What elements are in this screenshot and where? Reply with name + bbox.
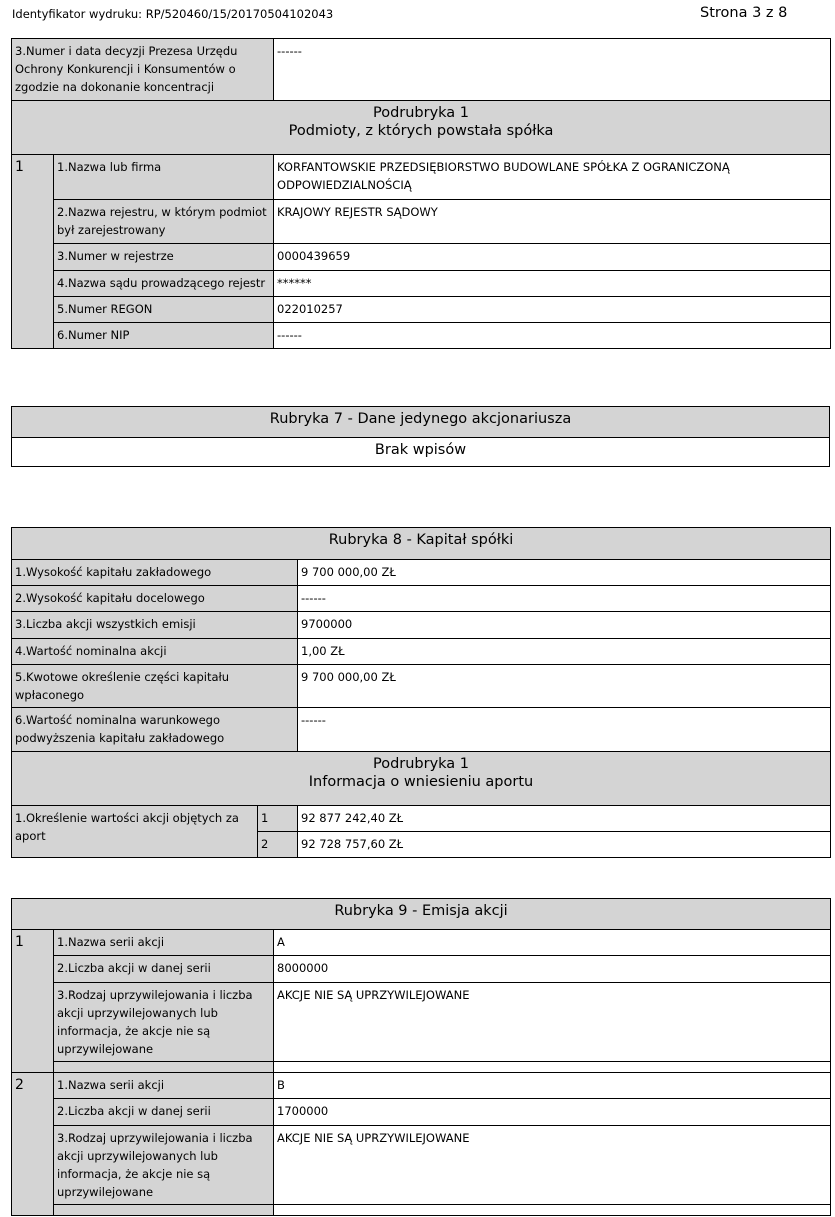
series-number: 2 bbox=[12, 1073, 54, 1216]
table-row bbox=[12, 612, 831, 639]
table-row bbox=[12, 1062, 831, 1073]
field-label: 1.Nazwa serii akcji bbox=[54, 930, 274, 956]
section-header bbox=[12, 407, 830, 438]
table-row bbox=[12, 438, 830, 467]
field-value: ------ bbox=[274, 39, 831, 101]
section-title: Rubryka 9 - Emisja akcji bbox=[12, 899, 831, 930]
field-label: 1.Nazwa lub firma bbox=[54, 155, 274, 200]
spacer bbox=[54, 1205, 274, 1216]
field-value: ****** bbox=[274, 271, 831, 297]
field-value: AKCJE NIE SĄ UPRZYWILEJOWANE bbox=[274, 1126, 831, 1205]
table-row bbox=[12, 1099, 831, 1126]
field-value: A bbox=[274, 930, 831, 956]
subsection-subtitle: Podmioty, z których powstała spółka bbox=[288, 123, 554, 139]
field-label: 3.Liczba akcji wszystkich emisji bbox=[12, 612, 298, 639]
table-row bbox=[12, 806, 831, 832]
field-label: 5.Numer REGON bbox=[54, 297, 274, 323]
field-label: 6.Wartość nominalna warunkowego podwyższenia kapitału zakładowego bbox=[12, 708, 298, 752]
field-label: 6.Numer NIP bbox=[54, 323, 274, 349]
field-value: 8000000 bbox=[274, 956, 831, 983]
table-row bbox=[12, 244, 831, 271]
field-label: 2.Liczba akcji w danej serii bbox=[54, 1099, 274, 1126]
table-rubryka-8 bbox=[11, 527, 831, 858]
series-number: 1 bbox=[12, 930, 54, 1073]
subsection-title: Podrubryka 1 bbox=[372, 756, 470, 772]
table-row bbox=[12, 983, 831, 1062]
table-row bbox=[12, 297, 831, 323]
subsection-subtitle: Informacja o wniesieniu aportu bbox=[308, 774, 534, 790]
table-row bbox=[12, 930, 831, 956]
field-label: 2.Nazwa rejestru, w którym podmiot był zarejestrowany bbox=[54, 200, 274, 244]
spacer bbox=[274, 1062, 831, 1073]
table-row bbox=[12, 708, 831, 752]
spacer bbox=[274, 1205, 831, 1216]
field-value: 0000439659 bbox=[274, 244, 831, 271]
field-value: 9 700 000,00 ZŁ bbox=[298, 665, 831, 708]
empty-entries-text: Brak wpisów bbox=[12, 438, 830, 467]
table-row bbox=[12, 1126, 831, 1205]
spacer bbox=[54, 1062, 274, 1073]
field-value: KRAJOWY REJESTR SĄDOWY bbox=[274, 200, 831, 244]
field-value: KORFANTOWSKIE PRZEDSIĘBIORSTWO BUDOWLANE SPÓŁKA Z OGRANICZONĄ ODPOWIEDZIALNOŚCIĄ bbox=[274, 155, 831, 200]
field-label: 2.Wysokość kapitału docelowego bbox=[12, 586, 298, 612]
field-label: 3.Rodzaj uprzywilejowania i liczba akcji uprzywilejowanych lub informacja, że akcje nie są uprzywilejowane bbox=[54, 983, 274, 1062]
field-value: 9 700 000,00 ZŁ bbox=[298, 560, 831, 586]
table-row bbox=[12, 560, 831, 586]
field-value: 1,00 ZŁ bbox=[298, 639, 831, 665]
table-rubryka-9 bbox=[11, 898, 831, 1216]
table-row bbox=[12, 39, 831, 101]
table-rubryka-7 bbox=[11, 406, 830, 467]
field-label: 1.Nazwa serii akcji bbox=[54, 1073, 274, 1099]
table-row bbox=[12, 155, 831, 200]
field-label: 3.Numer i data decyzji Prezesa Urzędu Ochrony Konkurencji i Konsumentów o zgodzie na dokonanie koncentracji bbox=[12, 39, 274, 101]
table-row bbox=[12, 1073, 831, 1099]
section-title: Rubryka 8 - Kapitał spółki bbox=[12, 528, 831, 560]
field-label: 1.Wysokość kapitału zakładowego bbox=[12, 560, 298, 586]
field-value: 022010257 bbox=[274, 297, 831, 323]
section-title: Rubryka 7 - Dane jedynego akcjonariusza bbox=[12, 407, 830, 438]
field-label: 3.Rodzaj uprzywilejowania i liczba akcji uprzywilejowanych lub informacja, że akcje nie są uprzywilejowane bbox=[54, 1126, 274, 1205]
page-indicator: Strona 3 z 8 bbox=[700, 5, 788, 21]
row-number: 1 bbox=[258, 806, 298, 832]
field-value: 92 728 757,60 ZŁ bbox=[298, 832, 831, 858]
field-value: 1700000 bbox=[274, 1099, 831, 1126]
table-row bbox=[12, 639, 831, 665]
field-label: 4.Wartość nominalna akcji bbox=[12, 639, 298, 665]
field-label: 1.Określenie wartości akcji objętych za aport bbox=[12, 806, 258, 858]
field-value: AKCJE NIE SĄ UPRZYWILEJOWANE bbox=[274, 983, 831, 1062]
table-row bbox=[12, 1205, 831, 1216]
subsection-header bbox=[12, 101, 831, 155]
print-identifier: Identyfikator wydruku: RP/520460/15/20170504102043 bbox=[12, 7, 334, 21]
table-row bbox=[12, 323, 831, 349]
field-value: 9700000 bbox=[298, 612, 831, 639]
section-header bbox=[12, 528, 831, 560]
row-number: 2 bbox=[258, 832, 298, 858]
section-header bbox=[12, 899, 831, 930]
table-row bbox=[12, 665, 831, 708]
field-label: 3.Numer w rejestrze bbox=[54, 244, 274, 271]
table-row bbox=[12, 586, 831, 612]
subsection-title: Podrubryka 1 bbox=[372, 105, 470, 121]
field-label: 4.Nazwa sądu prowadzącego rejestr bbox=[54, 271, 274, 297]
field-value: 92 877 242,40 ZŁ bbox=[298, 806, 831, 832]
field-value: ------ bbox=[298, 708, 831, 752]
field-label: 2.Liczba akcji w danej serii bbox=[54, 956, 274, 983]
field-value: B bbox=[274, 1073, 831, 1099]
field-label: 5.Kwotowe określenie części kapitału wpłaconego bbox=[12, 665, 298, 708]
subsection-header bbox=[12, 752, 831, 806]
table-podmioty bbox=[11, 38, 831, 349]
table-row bbox=[12, 956, 831, 983]
table-row bbox=[12, 200, 831, 244]
field-value: ------ bbox=[298, 586, 831, 612]
entity-number: 1 bbox=[12, 155, 54, 349]
field-value: ------ bbox=[274, 323, 831, 349]
table-row bbox=[12, 271, 831, 297]
